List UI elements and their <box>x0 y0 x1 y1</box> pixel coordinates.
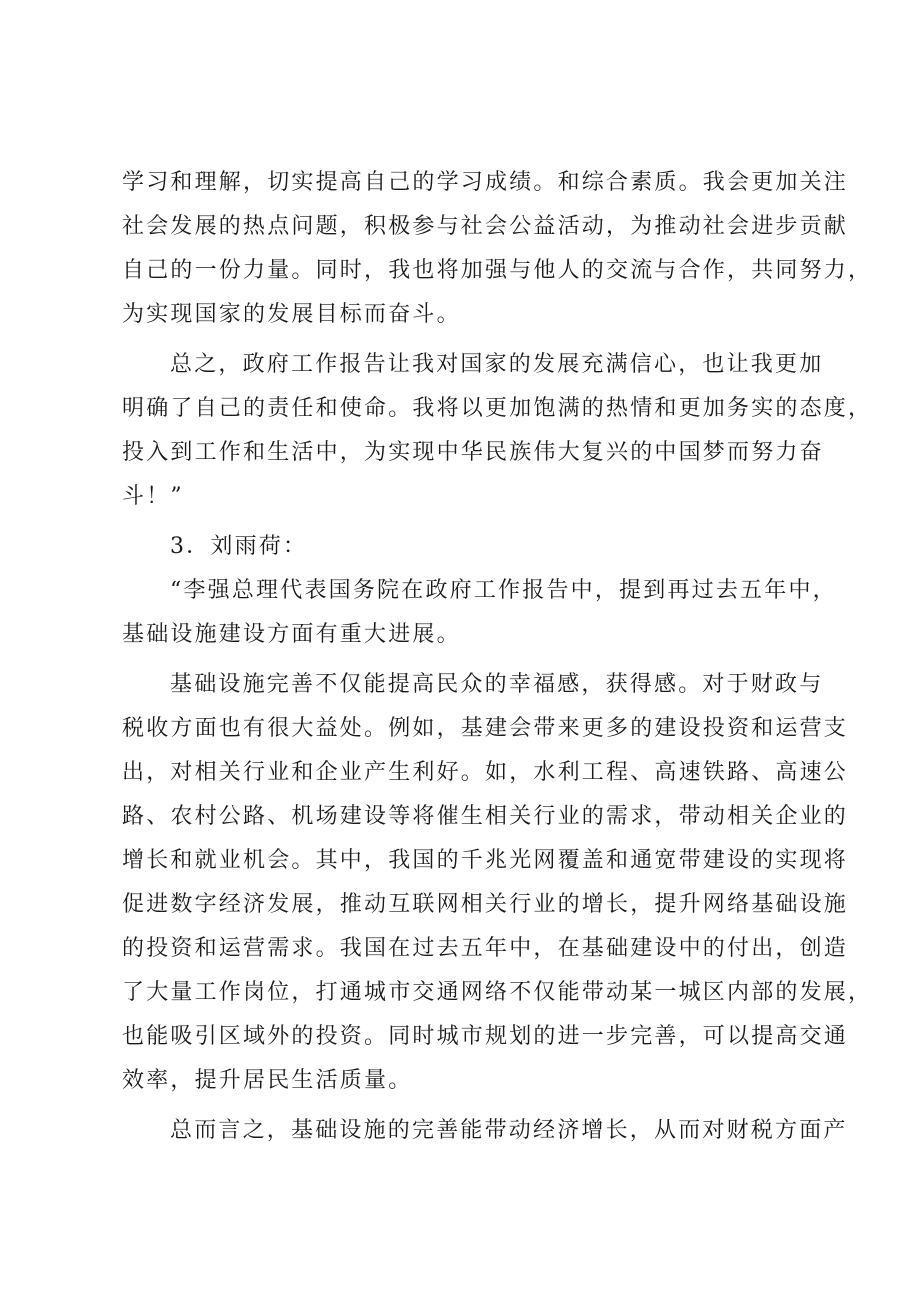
text-line: 增长和就业机会。其中，我国的千兆光网覆盖和通宽带建设的实现将 <box>122 848 849 873</box>
text-line: “李强总理代表国务院在政府工作报告中，提到再过去五年中， <box>170 578 837 603</box>
text-line: 税收方面也有很大益处。例如，基建会带来更多的建设投资和运营支 <box>122 716 849 741</box>
text-line: 的投资和运营需求。我国在过去五年中，在基础建设中的付出，创造 <box>122 936 849 961</box>
text-line: 基础设施完善不仅能提高民众的幸福感，获得感。对于财政与 <box>170 672 824 697</box>
text-line: 投入到工作和生活中，为实现中华民族伟大复兴的中国梦而努力奋 <box>122 440 824 465</box>
text-line: 为实现国家的发展目标而奋斗。 <box>122 302 461 327</box>
text-line: 总而言之，基础设施的完善能带动经济增长，从而对财税方面产 <box>170 1118 848 1143</box>
text-line: 总之，政府工作报告让我对国家的发展充满信心，也让我更加 <box>170 352 824 377</box>
text-line: 自己的一份力量。同时，我也将加强与他人的交流与合作，共同努力， <box>122 258 873 283</box>
text-line: 明确了自己的责任和使命。我将以更加饱满的热情和更加务实的态度， <box>122 396 873 421</box>
text-line: 效率，提升居民生活质量。 <box>122 1068 413 1093</box>
text-line: 路、农村公路、机场建设等将催生相关行业的需求，带动相关企业的 <box>122 804 849 829</box>
text-line: 基础设施建设方面有重大进展。 <box>122 622 461 647</box>
text-line: 学习和理解，切实提高自己的学习成绩。和综合素质。我会更加关注 <box>122 170 849 195</box>
text-line: 社会发展的热点问题，积极参与社会公益活动，为推动社会进步贡献 <box>122 214 849 239</box>
text-line: 促进数字经济发展，推动互联网相关行业的增长，提升网络基础设施 <box>122 892 849 917</box>
text-line: 也能吸引区域外的投资。同时城市规划的进一步完善，可以提高交通 <box>122 1024 849 1049</box>
text-line: 斗！” <box>122 484 184 509</box>
text-line: 了大量工作岗位，打通城市交通网络不仅能带动某一城区内部的发展， <box>122 980 873 1005</box>
text-line: 出，对相关行业和企业产生利好。如，水利工程、高速铁路、高速公 <box>122 760 849 785</box>
section-heading: 3．刘雨荷： <box>170 534 308 559</box>
